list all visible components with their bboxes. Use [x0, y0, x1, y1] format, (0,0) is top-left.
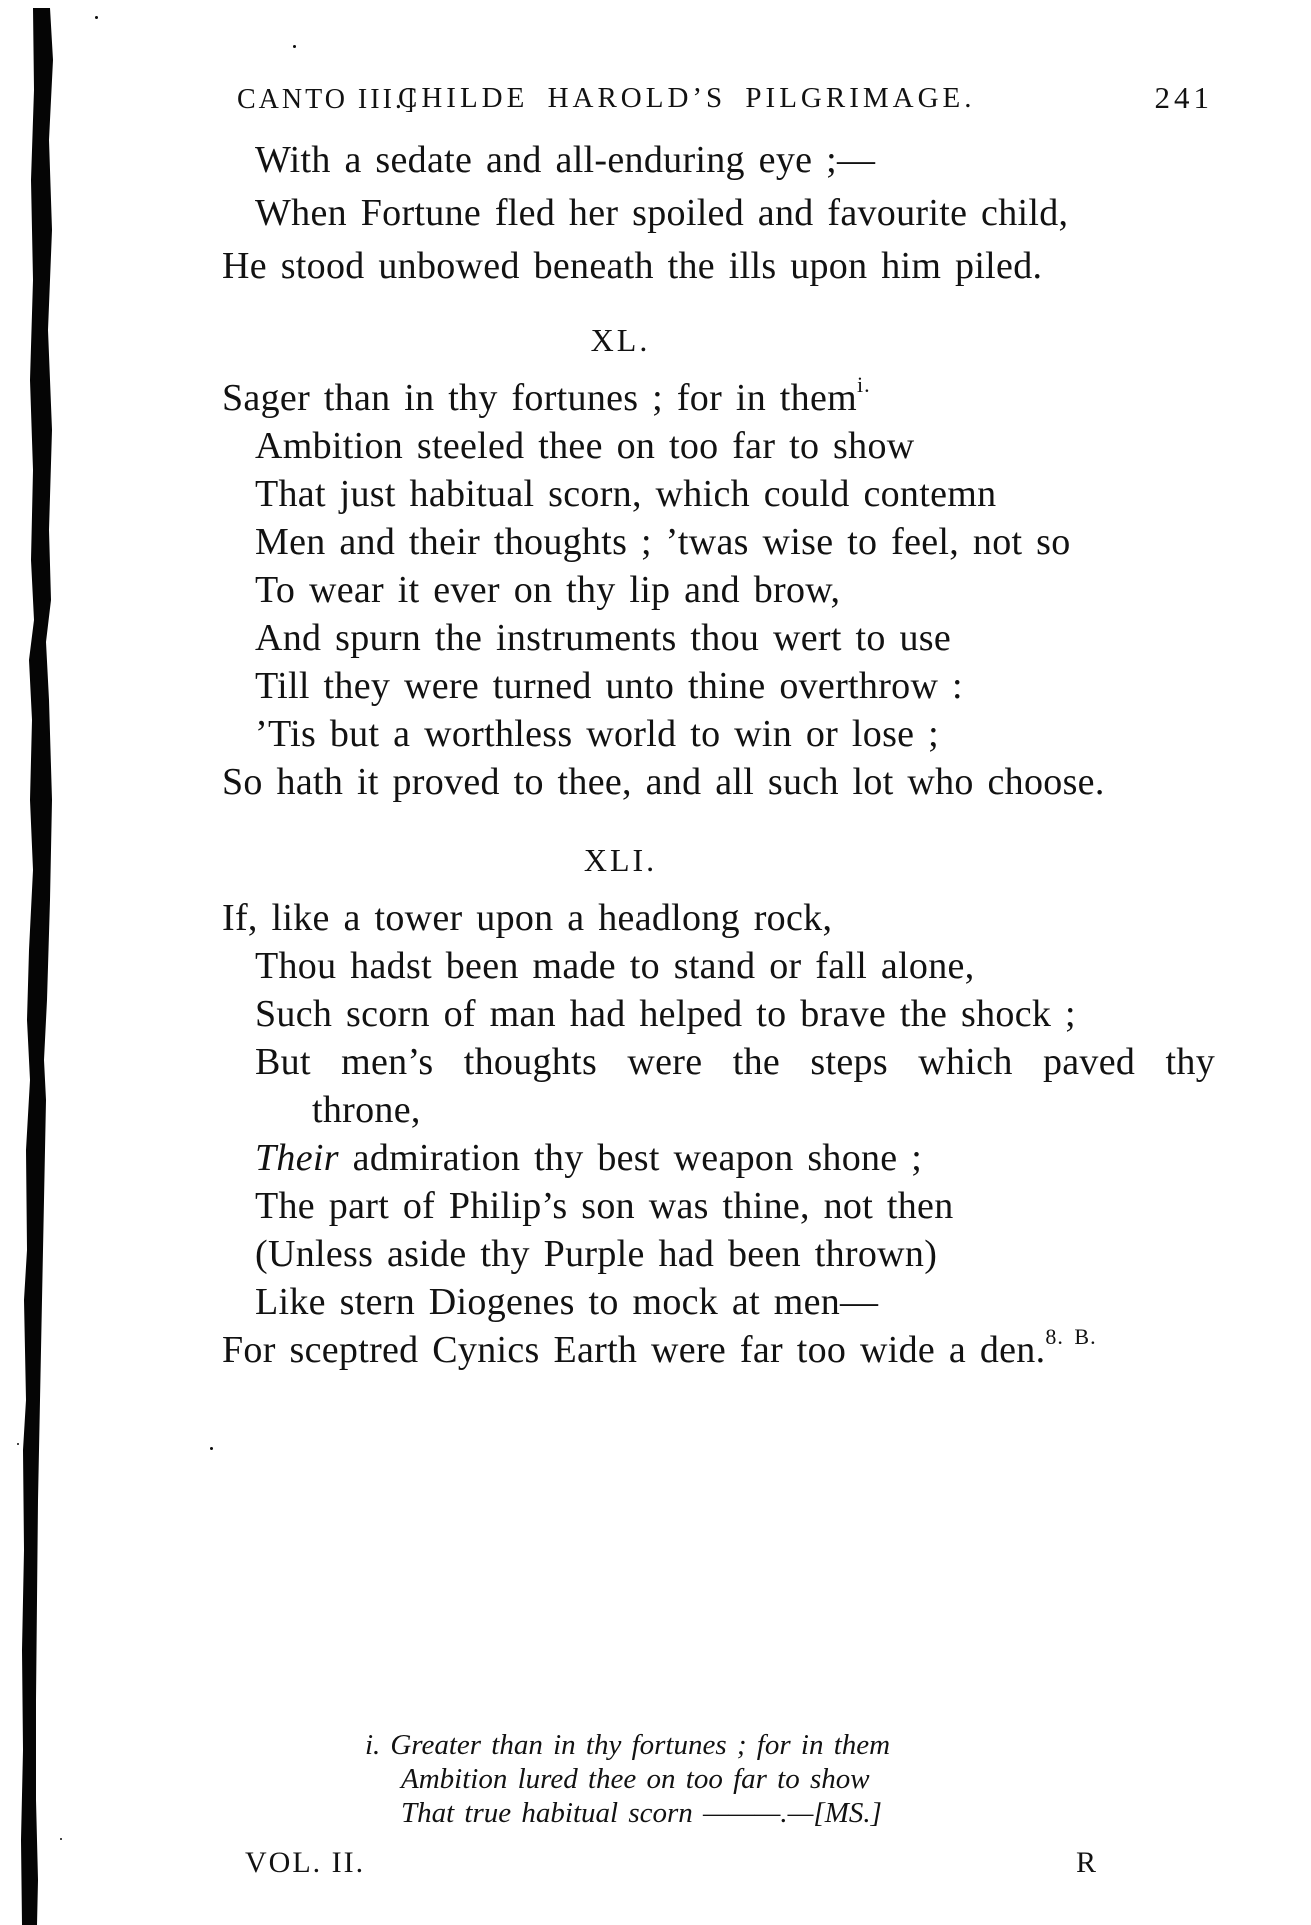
page-footer — [0, 1846, 1311, 1886]
stanza-xli-heading-row — [222, 842, 1215, 879]
poem-line-text: admiration thy best weapon shone ; — [338, 1137, 923, 1179]
footnote-line: That true habitual scorn ———.—[MS.] — [401, 1797, 882, 1829]
footnote-line: Ambition lured thee on too far to show — [401, 1763, 870, 1795]
poem-line-text: For sceptred Cynics Earth were far too wide a den. — [222, 1329, 1046, 1371]
page-number: 241 — [1154, 80, 1213, 115]
poem-line: (Unless aside thy Purple had been thrown) — [255, 1233, 938, 1275]
poem-line: Such scorn of man had helped to brave the shock ; — [255, 993, 1076, 1035]
poem-line: To wear it ever on thy lip and brow, — [255, 569, 841, 611]
poem-line: Men and their thoughts ; ’twas wise to feel, not so — [255, 521, 1071, 563]
poem-line: Like stern Diogenes to mock at men— — [255, 1281, 879, 1323]
ink-speck — [210, 1447, 213, 1450]
stanza-xl — [222, 374, 1215, 806]
footnote-reference: 8. B. — [1045, 1324, 1097, 1349]
ink-speck — [293, 45, 296, 48]
poem-line: But men’s thoughts were the steps which paved thy — [255, 1041, 1215, 1083]
poem-line: Thou hadst been made to stand or fall alone, — [255, 945, 975, 987]
poem-line — [222, 1134, 1215, 1182]
poem-line-text: Sager than in thy fortunes ; for in them — [222, 377, 857, 419]
footnote — [365, 1728, 890, 1830]
poem-line: He stood unbowed beneath the ills upon him piled. — [222, 245, 1043, 287]
stanza-heading: XLI. — [583, 842, 658, 878]
poem-line — [222, 374, 1215, 422]
poem-line: So hath it proved to thee, and all such lot who choose. — [222, 761, 1105, 803]
footnote-line — [365, 1728, 890, 1762]
canto-label: CANTO III.] — [237, 84, 418, 115]
stanza-opening — [222, 134, 1215, 293]
footnote-marker: i. — [365, 1729, 381, 1761]
poem-line: And spurn the instruments thou wert to use — [255, 617, 952, 659]
stanza-heading: XL. — [590, 322, 651, 358]
poem-line: With a sedate and all-enduring eye ;— — [255, 139, 876, 181]
ink-speck — [60, 1838, 62, 1840]
poem-line: Ambition steeled thee on too far to show — [255, 425, 915, 467]
poem-line: When Fortune fled her spoiled and favourite child, — [255, 192, 1069, 234]
poem-line: ’Tis but a worthless world to win or lose ; — [255, 713, 939, 755]
book-title: CHILDE HAROLD’S PILGRIMAGE. — [398, 82, 976, 114]
poem-line: throne, — [312, 1089, 421, 1131]
scan-artifact-stripe — [0, 0, 70, 1925]
ink-speck — [17, 1443, 19, 1445]
poem-line: Till they were turned unto thine overthrow : — [255, 665, 963, 707]
ink-speck — [95, 16, 98, 19]
volume-label: VOL. II. — [245, 1846, 366, 1879]
signature-mark: R — [1076, 1846, 1098, 1879]
poem-line-italic-word: Their — [255, 1137, 339, 1179]
stanza-xl-heading-row — [222, 322, 1215, 359]
poem-line — [222, 1326, 1215, 1374]
poem-line: The part of Philip’s son was thine, not then — [255, 1185, 954, 1227]
stanza-xli — [222, 894, 1215, 1374]
poem-line: That just habitual scorn, which could contemn — [255, 473, 997, 515]
footnote-text: Greater than in thy fortunes ; for in them — [390, 1729, 891, 1761]
poem-line: If, like a tower upon a headlong rock, — [222, 897, 833, 939]
running-header — [0, 78, 1311, 122]
footnote-reference: i. — [857, 372, 871, 397]
